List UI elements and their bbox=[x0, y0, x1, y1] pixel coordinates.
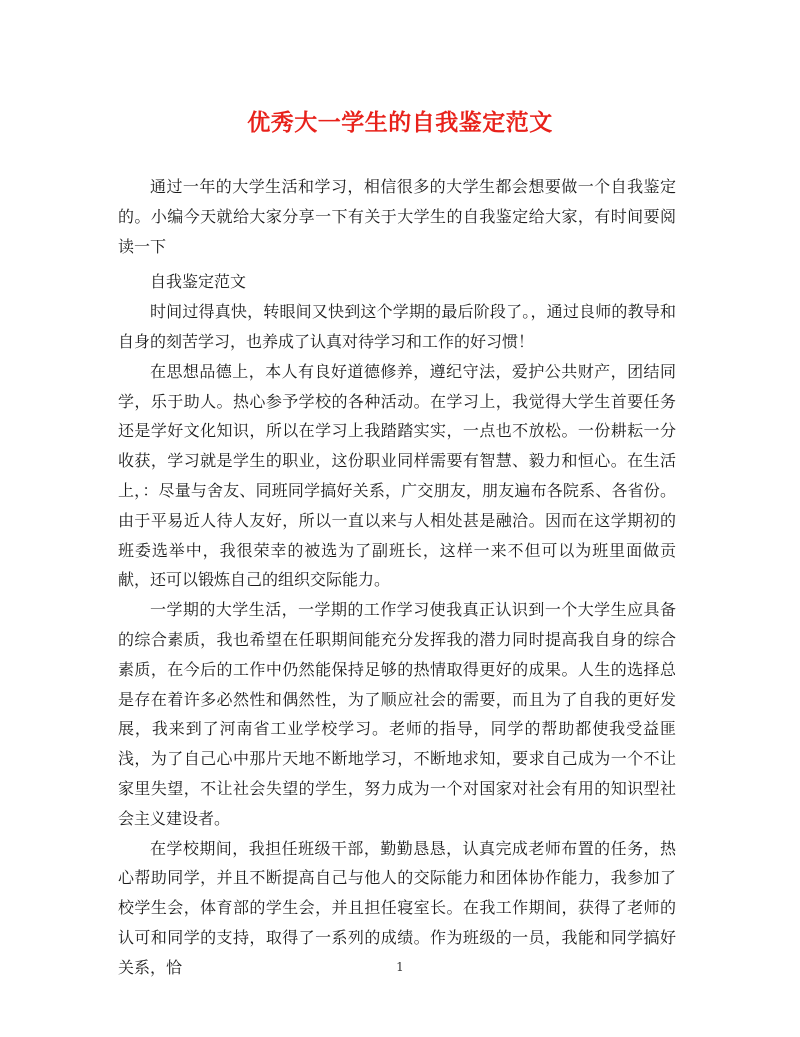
document-title: 优秀大一学生的自我鉴定范文 bbox=[247, 109, 553, 136]
document-body bbox=[118, 172, 676, 983]
body-paragraph: 一学期的大学生活，一学期的工作学习使我真正认识到一个大学生应具备的综合素质，我也希望在任职期间能充分发挥我的潜力同时提高我自身的综合素质，在今后的工作中仍然能保持足够的热情取得更好的成果。人生的选择总是存在着许多必然性和偶然性，为了顺应社会的需要，而且为了自我的更好发展，我来到了河南省工业学校学习。老师的指导，同学的帮助都使我受益匪浅，为了自己心中那片天地不断地学习，不断地求知，要求自己成为一个不让家里失望，不让社会失望的学生，努力成为一个对国家对社会有用的知识型社会主义建设者。 bbox=[118, 600, 676, 828]
intro-paragraph: 通过一年的大学生活和学习，相信很多的大学生都会想要做一个自我鉴定的。小编今天就给大家分享一下有关于大学生的自我鉴定给大家，有时间要阅读一下 bbox=[118, 177, 676, 256]
section-heading: 自我鉴定范文 bbox=[150, 272, 247, 292]
body-paragraph: 在学校期间，我担任班级干部，勤勤恳恳，认真完成老师布置的任务，热心帮助同学，并且不断提高自己与他人的交际能力和团体协作能力，我参加了校学生会，体育部的学生会，并且担任寝室长。在我工作期间，获得了老师的认可和同学的支持，取得了一系列的成绩。作为班级的一员，我能和同学搞好关系，恰 bbox=[118, 838, 676, 977]
body-paragraph: 在思想品德上，本人有良好道德修养，遵纪守法，爱护公共财产，团结同学，乐于助人。热心参予学校的各种活动。在学习上，我觉得大学生首要任务还是学好文化知识，所以在学习上我踏踏实实，一点也不放松。一份耕耘一分收获，学习就是学生的职业，这份职业同样需要有智慧、毅力和恒心。在生活上，：尽量与舍友、同班同学搞好关系，广交朋友，朋友遍布各院系、各省份。由于平易近人待人友好，所以一直以来与人相处甚是融洽。因而在这学期初的班委选举中，我很荣幸的被选为了副班长，这样一来不但可以为班里面做贡献，还可以锻炼自己的组织交际能力。 bbox=[118, 361, 676, 590]
body-paragraph: 时间过得真快，转眼间又快到这个学期的最后阶段了。，通过良师的教导和自身的刻苦学习，也养成了认真对待学习和工作的好习惯！ bbox=[118, 302, 676, 351]
page-number: 1 bbox=[396, 960, 404, 974]
